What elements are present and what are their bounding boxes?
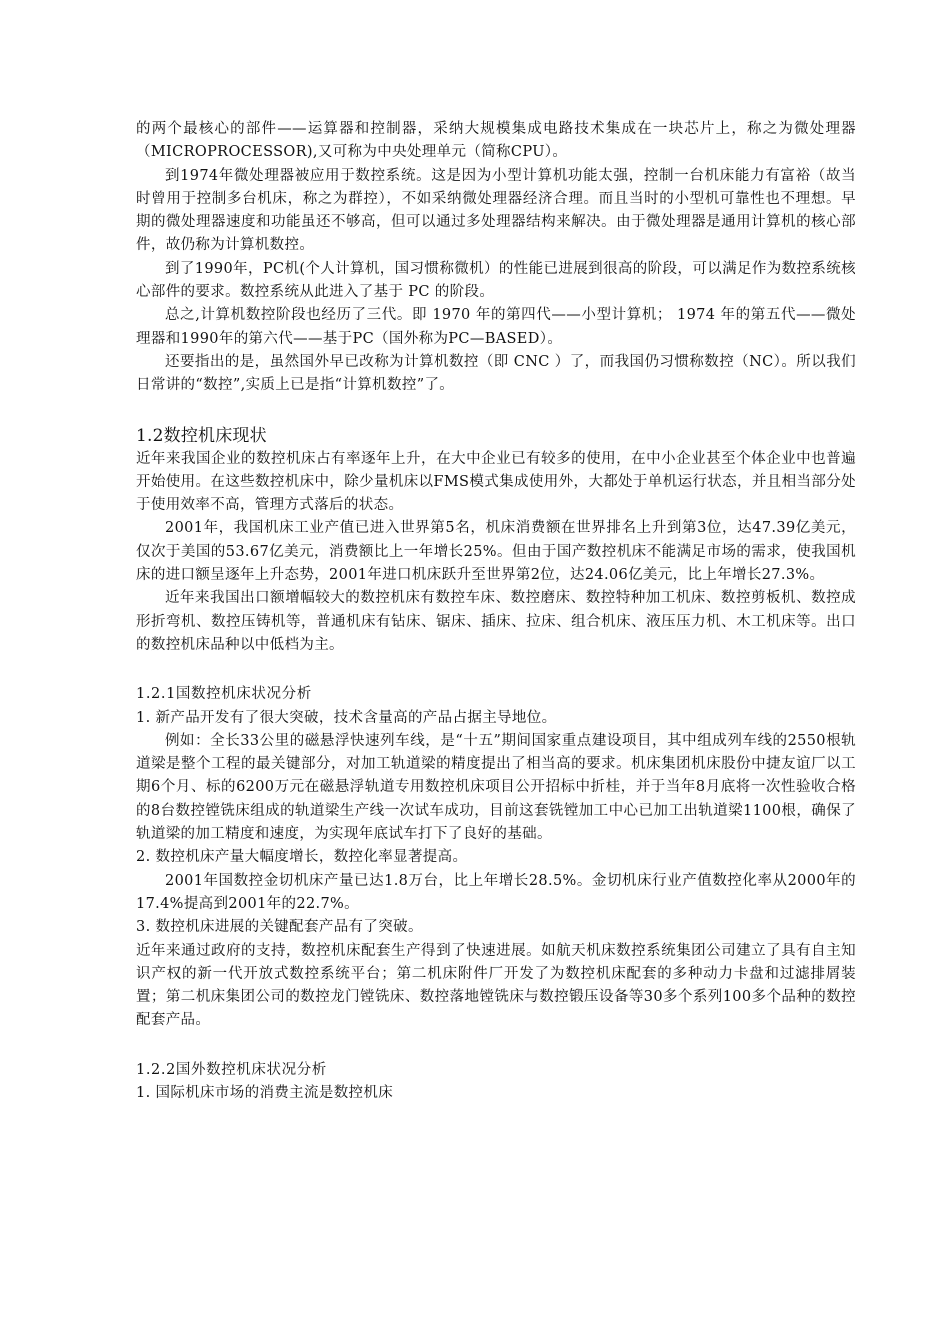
intro-paragraph-4: 总之,计算机数控阶段也经历了三代。即 1970 年的第四代——小型计算机； 1974 年的第五代——微处理器和1990年的第六代——基于PC（国外称为PC—BASED）。 — [136, 307, 856, 347]
list-item-1-foreign: 1. 国际机床市场的消费主流是数控机床 — [136, 1084, 394, 1101]
list-item-1: 1. 新产品开发有了很大突破，技术含量高的产品占据主导地位。 — [136, 709, 557, 726]
spacer — [136, 398, 856, 424]
section-heading-1-2-2: 1.2.2国外数控机床状况分析 — [136, 1061, 327, 1078]
spacer — [136, 1033, 856, 1059]
section-1-2-paragraph-3: 近年来我国出口额增幅较大的数控机床有数控车床、数控磨床、数控特种加工机床、数控剪板机、数控成形折弯机、数控压铸机等，普通机床有钻床、锯床、插床、拉床、组合机床、液压压力机、木工机床等。出口的数控机床品种以中低档为主。 — [136, 590, 856, 653]
spacer — [136, 657, 856, 683]
intro-paragraph-2: 到1974年微处理器被应用于数控系统。这是因为小型计算机功能太强，控制一台机床能力有富裕（故当时曾用于控制多台机床，称之为群控），不如采纳微处理器经济合理。而且当时的小型机可靠性也不理想。早期的微处理器速度和功能虽还不够高，但可以通过多处理器结构来解决。由于微处理器是通用计算机的核心部件，故仍称为计算机数控。 — [136, 167, 856, 254]
section-1-2-paragraph-2: 2001年，我国机床工业产值已进入世界第5名，机床消费额在世界排名上升到第3位，达47.39亿美元，仅次于美国的53.67亿美元，消费额比上一年增长25%。但由于国产数控机床不能满足市场的需求，使我国机床的进口额呈逐年上升态势，2001年进口机床跃升至世界第2位，达24.06亿美元，比上年增长27.3%。 — [136, 520, 856, 584]
section-heading-1-2-1: 1.2.1国数控机床状况分析 — [136, 686, 312, 703]
list-item-2: 2. 数控机床产量大幅度增长，数控化率显著提高。 — [136, 849, 468, 866]
section-heading-1-2: 1.2数控机床现状 — [136, 425, 267, 446]
list-item-3: 3. 数控机床进展的关键配套产品有了突破。 — [136, 919, 423, 936]
list-item-2-body: 2001年国数控金切机床产量已达1.8万台，比上年增长28.5%。金切机床行业产值数控化率从2000年的17.4%提高到2001年的22.7%。 — [136, 872, 856, 912]
intro-paragraph-5: 还要指出的是，虽然国外早已改称为计算机数控（即 CNC ）了，而我国仍习惯称数控（NC）。所以我们日常讲的“数控”,实质上已是指“计算机数控”了。 — [136, 353, 856, 394]
list-item-3-body: 近年来通过政府的支持，数控机床配套生产得到了快速进展。如航天机床数控系统集团公司建立了具有自主知识产权的新一代开放式数控系统平台；第二机床附件厂开发了为数控机床配套的多种动力卡盘和过滤排屑装置；第二机床集团公司的数控龙门镗铣床、数控落地镗铣床与数控锻压设备等30多个系列100多个品种的数控配套产品。 — [136, 942, 856, 1029]
intro-paragraph-1: 的两个最核心的部件——运算器和控制器，采纳大规模集成电路技术集成在一块芯片上，称之为微处理器（MICROPROCESSOR),又可称为中央处理单元（简称CPU）。 — [136, 121, 856, 161]
list-item-1-body: 例如：全长33公里的磁悬浮快速列车线，是“十五”期间国家重点建设项目，其中组成列车线的2550根轨道梁是整个工程的最关键部分，对加工轨道梁的精度提出了相当高的要求。机床集团机床股份中捷友谊厂以工期6个月、标的6200万元在磁悬浮轨道专用数控机床项目公开招标中折桂，并于当年8月底将一次性验收合格的8台数控镗铣床组成的轨道梁生产线一次试车成功，目前这套铣镗加工中心已加工出轨道梁1100根，确保了轨道梁的加工精度和速度，为实现年底试车打下了良好的基础。 — [136, 732, 856, 843]
section-1-2-paragraph-1: 近年来我国企业的数控机床占有率逐年上升，在大中企业已有较多的使用，在中小企业甚至个体企业中也普遍开始使用。在这些数控机床中，除少量机床以FMS模式集成使用外，大都处于单机运行状态，并且相当部分处于使用效率不高，管理方式落后的状态。 — [136, 450, 856, 514]
document-page — [136, 118, 856, 1105]
intro-paragraph-3: 到了1990年，PC机(个人计算机，国习惯称微机）的性能已进展到很高的阶段，可以满足作为数控系统核心部件的要求。数控系统从此进入了基于 PC 的阶段。 — [136, 260, 856, 301]
